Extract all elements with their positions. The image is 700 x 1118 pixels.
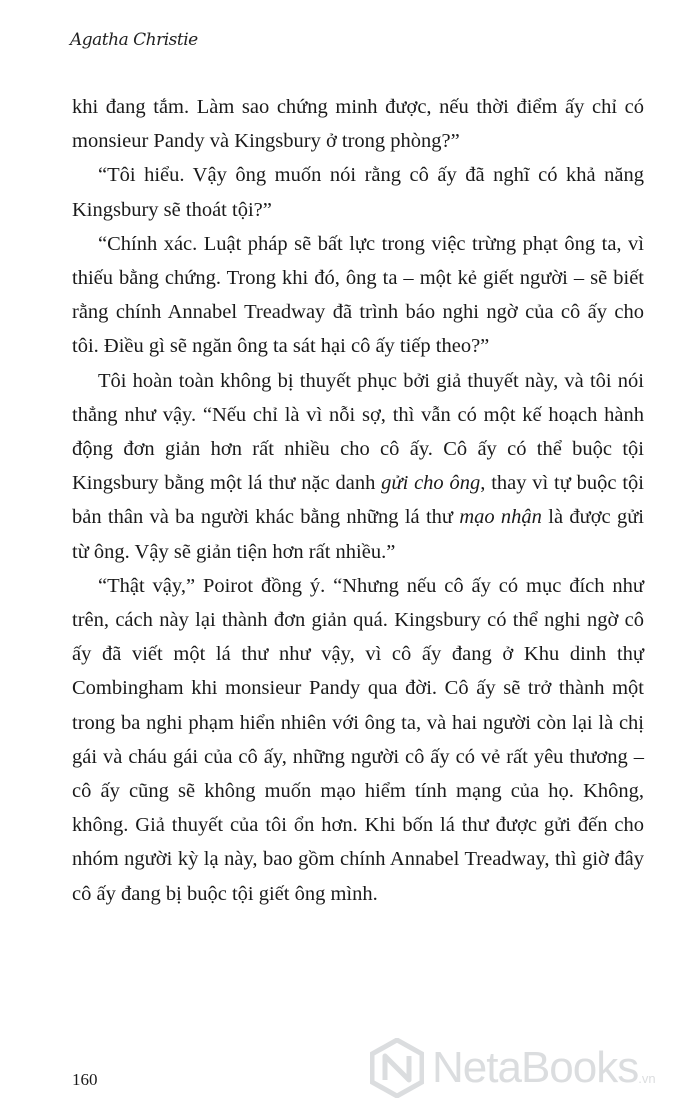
text-run: “Thật vậy,” Poirot đồng ý. “Nhưng nếu cô ấy có mục đích như trên, cách này lại thành đơn giản quá. Kingsbury có thể nghi ngờ cô ấy đã viết một lá thư như vậy, vì cô ấy đang ở Khu dinh thự Combingham khi monsieur Pandy qua đời. Cô ấy sẽ trở thành một trong ba nghi phạm hiển nhiên với ông ta, và hai người còn lại là chị gái và cháu gái của cô ấy, những người cô ấy có vẻ rất yêu thương – cô ấy cũng sẽ không muốn mạo hiểm tính mạng của họ. Không, không. Giả thuyết của tôi ổn hơn. Khi bốn lá thư được gửi đến cho nhóm người kỳ lạ này, bao gồm chính Annabel Treadway, thì giờ đây cô ấy đang bị buộc tội giết ông mình. xyxy=(72,574,644,905)
text-run: “Chính xác. Luật pháp sẽ bất lực trong việc trừng phạt ông ta, vì thiếu bằng chứng. Trong khi đó, ông ta – một kẻ giết người – sẽ biết rằng chính Annabel Treadway đã trình báo nghi ngờ của cô ấy cho tôi. Điều gì sẽ ngăn ông ta sát hại cô ấy tiếp theo?” xyxy=(72,232,644,358)
page-number: 160 xyxy=(72,1070,98,1089)
paragraph xyxy=(72,227,644,364)
text-run: Tôi hoàn toàn không bị thuyết phục bởi giả thuyết này, và tôi nói thẳng như vậy. “Nếu chỉ là vì nỗi sợ, thì vẫn có một kế hoạch hành động đơn giản hơn rất nhiều cho cô ấy. Cô ấy có thể buộc tội Kingsbury bằng một lá thư nặc danh xyxy=(72,369,644,495)
author-signature: Agatha Christie xyxy=(70,30,198,50)
paragraph xyxy=(72,364,644,569)
watermark-suffix: .vn xyxy=(638,1071,656,1086)
paragraph xyxy=(72,158,644,226)
text-run: “Tôi hiểu. Vậy ông muốn nói rằng cô ấy đã nghĩ có khả năng Kingsbury sẽ thoát tội?” xyxy=(72,164,644,221)
italic-text: gửi cho ông xyxy=(381,472,481,495)
text-run: khi đang tắm. Làm sao chứng minh được, nếu thời điểm ấy chỉ có monsieur Pandy và Kingsbury ở trong phòng?” xyxy=(72,96,644,153)
watermark xyxy=(370,1026,690,1110)
text-run: , thay vì tự buộc tội bản thân và ba người khác bằng những lá thư xyxy=(72,472,644,529)
netabooks-logo-icon xyxy=(370,1038,424,1098)
paragraph xyxy=(72,569,644,911)
text-run: là được gửi từ ông. Vậy sẽ giản tiện hơn rất nhiều.” xyxy=(72,506,645,563)
italic-text: mạo nhận xyxy=(459,506,542,529)
paragraph xyxy=(72,90,644,158)
body-text xyxy=(72,90,644,911)
watermark-brand: NetaBooks xyxy=(432,1043,639,1092)
